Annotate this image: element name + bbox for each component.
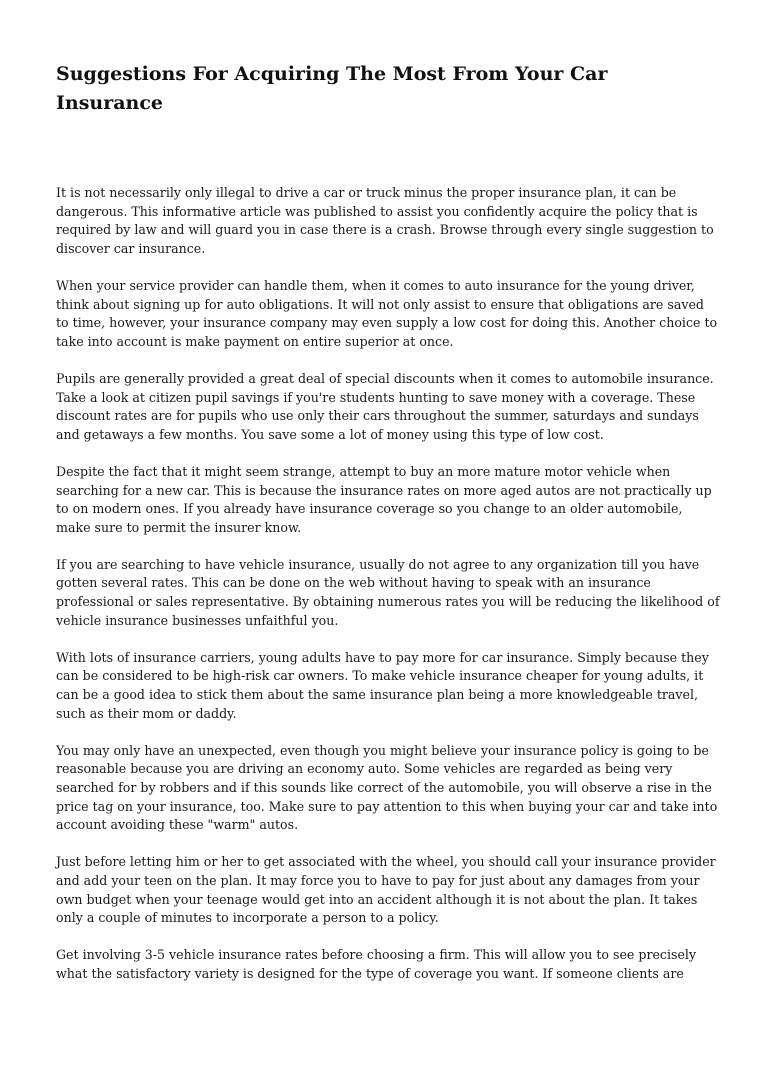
paragraph-6: With lots of insurance carriers, young adults have to pay more for car insurance. Simply because they can be considered to be high-risk car owners. To make vehicle insurance cheaper for young adults, it can be a good idea to stick them about the same insurance plan being a more knowledgeable travel, such as their mom or daddy. — [56, 649, 709, 721]
paragraph-2: When your service provider can handle them, when it comes to auto insurance for the young driver, think about signing up for auto obligations. It will not only assist to ensure that obligations are saved to time, however, your insurance company may even supply a low cost for doing this. Another choice to take into account is make payment on entire superior at once. — [56, 277, 718, 349]
paragraph-1: It is not necessarily only illegal to drive a car or truck minus the proper insurance plan, it can be dangerous. This informative article was published to assist you confidently acquire the policy that is required by law and will guard you in case there is a crash. Browse through every single suggestion to discover car insurance. — [56, 185, 714, 256]
document-title: Suggestions For Acquiring The Most From Your Car Insurance — [56, 63, 608, 114]
paragraph-5: If you are searching to have vehicle insurance, usually do not agree to any organization till you have gotten several rates. This can be done on the web without having to speak with an insurance professional or sales representative. By obtaining numerous rates you will be reducing the likelihood of vehicle insurance businesses unfaithful you. — [56, 556, 720, 628]
paragraph-7: You may only have an unexpected, even though you might believe your insurance policy is going to be reasonable because you are driving an economy auto. Some vehicles are regarded as being very searched for by robbers and if this sounds like correct of the automobile, you will observe a rise in the price tag on your insurance, too. Make sure to pay attention to this when buying your car and take into account avoiding these "warm" autos. — [56, 742, 718, 833]
paragraph-4: Despite the fact that it might seem strange, attempt to buy an more mature motor vehicle when searching for a new car. This is because the insurance rates on more aged autos are not practically up to on modern ones. If you already have insurance coverage so you change to an older automobile, make sure to permit the insurer know. — [56, 463, 712, 535]
paragraph-8: Just before letting him or her to get associated with the wheel, you should call your insurance provider and add your teen on the plan. It may force you to have to pay for just about any damages from your own budget when your teenage would get into an accident although it is not about the plan. It takes only a couple of minutes to incorporate a person to a policy. — [56, 854, 716, 926]
paragraph-9: Get involving 3-5 vehicle insurance rates before choosing a firm. This will allow you to see precisely what the satisfactory variety is designed for the type of coverage you want. If someone clients are — [56, 947, 697, 981]
document-page — [56, 60, 720, 1002]
paragraph-3: Pupils are generally provided a great deal of special discounts when it comes to automobile insurance. Take a look at citizen pupil savings if you're students hunting to save money with a coverage. These discount rates are for pupils who use only their cars throughout the summer, saturdays and sundays and getaways a few months. You save some a lot of money using this type of low cost. — [56, 370, 714, 442]
